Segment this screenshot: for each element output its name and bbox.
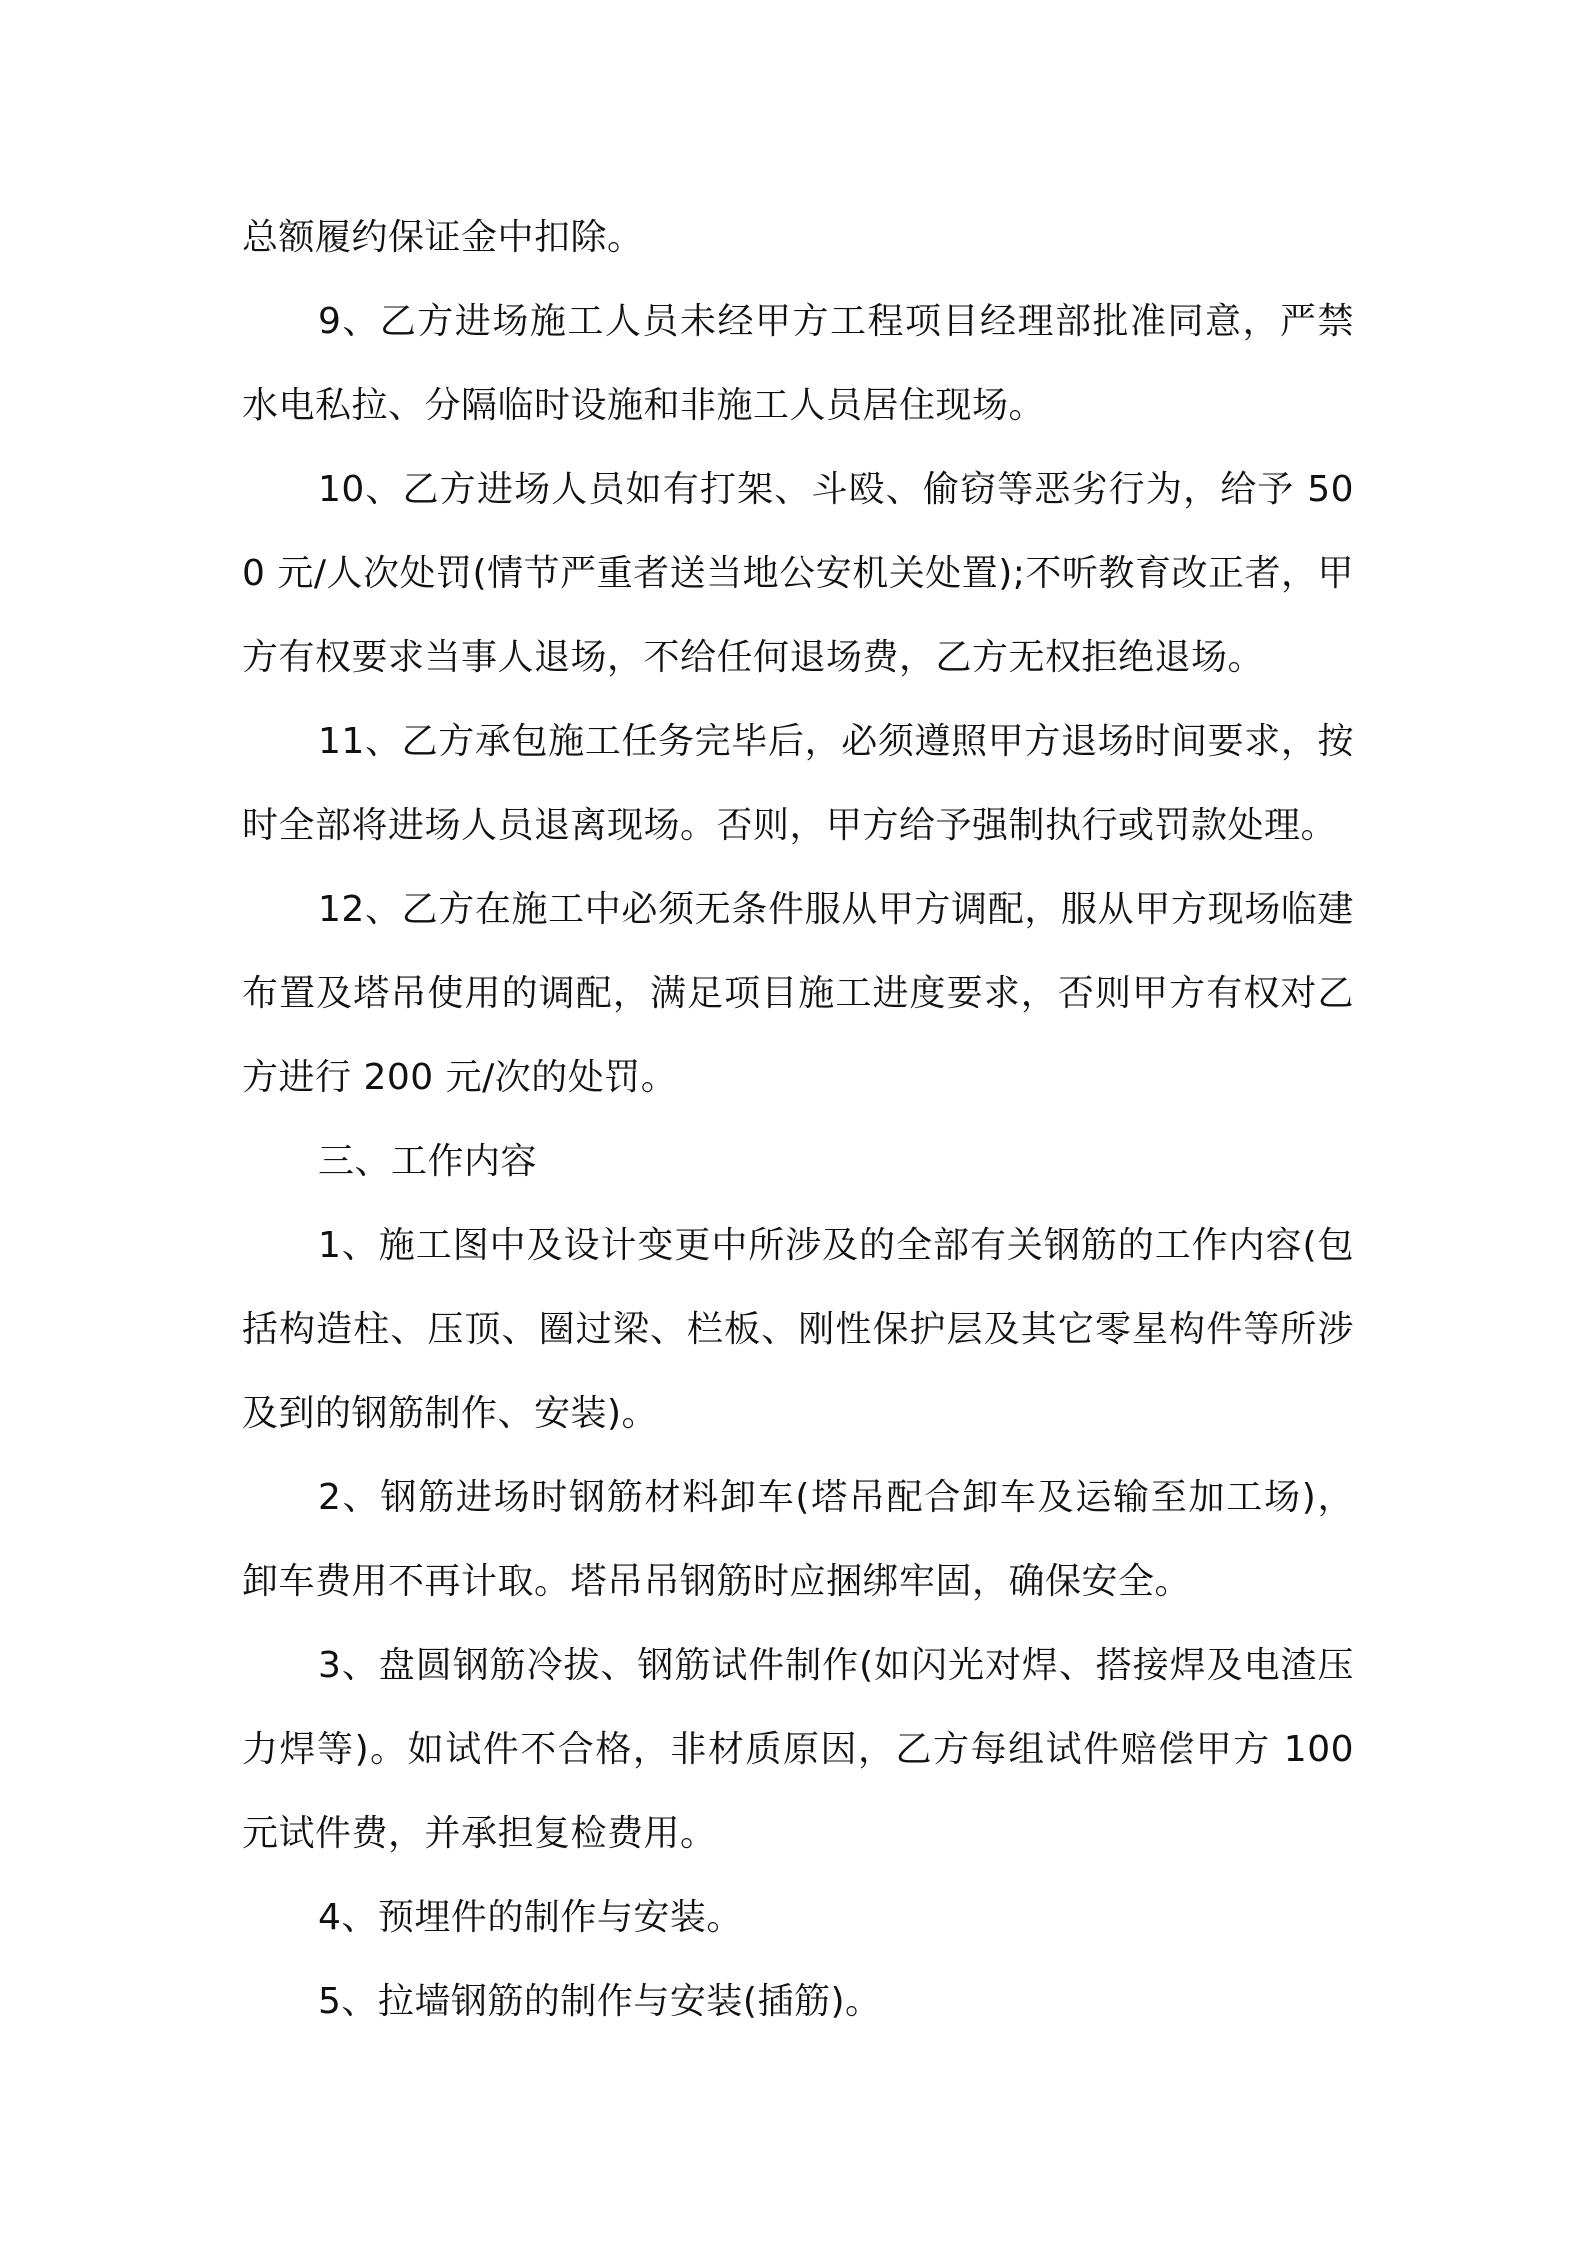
paragraph-work-item-3: 3、盘圆钢筋冷拔、钢筋试件制作(如闪光对焊、搭接焊及电渣压力焊等)。如试件不合格，非材质原因，乙方每组试件赔偿甲方 100 元试件费，并承担复检费用。 bbox=[242, 1645, 1354, 1854]
paragraph-item-10: 10、乙方进场人员如有打架、斗殴、偷窃等恶劣行为，给予 500 元/人次处罚(情节严重者送当地公安机关处置);不听教育改正者，甲方有权要求当事人退场，不给任何退场费，乙方无权拒绝退场。 bbox=[242, 469, 1354, 678]
paragraph-item-9: 9、乙方进场施工人员未经甲方工程项目经理部批准同意，严禁水电私拉、分隔临时设施和非施工人员居住现场。 bbox=[242, 301, 1354, 426]
paragraph-work-item-2: 2、钢筋进场时钢筋材料卸车(塔吊配合卸车及运输至加工场)，卸车费用不再计取。塔吊吊钢筋时应捆绑牢固，确保安全。 bbox=[242, 1477, 1354, 1602]
paragraph-work-item-4: 4、预埋件的制作与安装。 bbox=[318, 1897, 743, 1938]
paragraph-item-11: 11、乙方承包施工任务完毕后，必须遵照甲方退场时间要求，按时全部将进场人员退离现场。否则，甲方给予强制执行或罚款处理。 bbox=[242, 721, 1354, 846]
section-heading-work-content: 三、工作内容 bbox=[318, 1141, 538, 1182]
document-body bbox=[242, 196, 1354, 2044]
paragraph-continuation: 总额履约保证金中扣除。 bbox=[242, 217, 644, 258]
paragraph-work-item-1: 1、施工图中及设计变更中所涉及的全部有关钢筋的工作内容(包括构造柱、压顶、圈过梁、栏板、刚性保护层及其它零星构件等所涉及到的钢筋制作、安装)。 bbox=[242, 1225, 1354, 1434]
paragraph-work-item-5: 5、拉墙钢筋的制作与安装(插筋)。 bbox=[318, 1981, 882, 2022]
paragraph-item-12: 12、乙方在施工中必须无条件服从甲方调配，服从甲方现场临建布置及塔吊使用的调配，满足项目施工进度要求，否则甲方有权对乙方进行 200 元/次的处罚。 bbox=[242, 889, 1354, 1098]
